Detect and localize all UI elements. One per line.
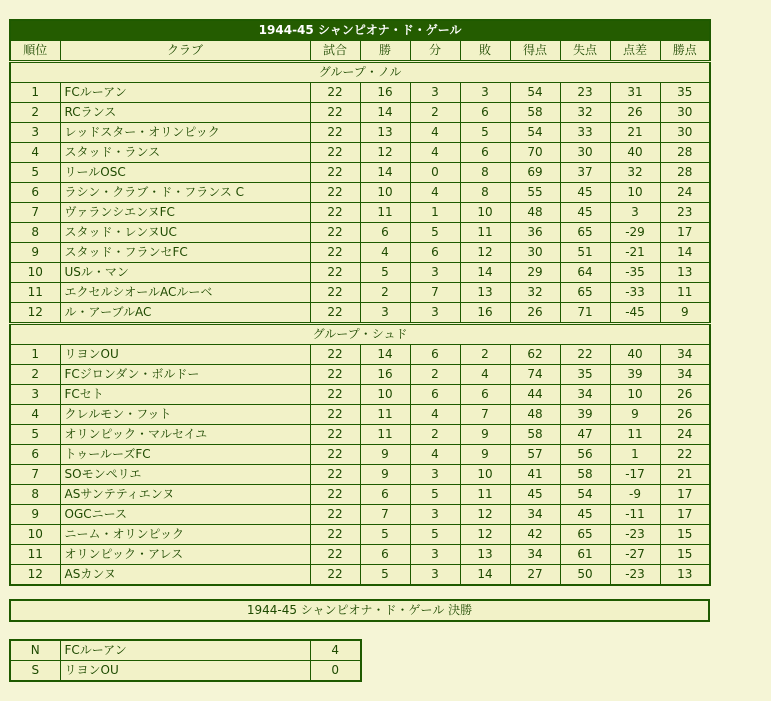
- cell-club: ル・アーブルAC: [60, 303, 310, 324]
- cell-club: ヴァランシエンヌFC: [60, 203, 310, 223]
- cell-lost: 4: [460, 365, 510, 385]
- cell-rank: 5: [10, 163, 60, 183]
- cell-drawn: 1: [410, 203, 460, 223]
- cell-goal-diff: -21: [610, 243, 660, 263]
- table-row: [10, 183, 710, 203]
- cell-club: オリンピック・アレス: [60, 545, 310, 565]
- cell-goals-against: 32: [560, 103, 610, 123]
- header-drawn: 分: [410, 41, 460, 62]
- cell-goals-for: 26: [510, 303, 560, 324]
- cell-goals-for: 48: [510, 405, 560, 425]
- cell-played: 22: [310, 303, 360, 324]
- cell-rank: 1: [10, 83, 60, 103]
- cell-drawn: 3: [410, 263, 460, 283]
- cell-goals-for: 55: [510, 183, 560, 203]
- table-row: [10, 365, 710, 385]
- cell-lost: 2: [460, 345, 510, 365]
- cell-drawn: 4: [410, 445, 460, 465]
- cell-goals-for: 34: [510, 545, 560, 565]
- cell-rank: 8: [10, 485, 60, 505]
- cell-won: 9: [360, 465, 410, 485]
- standings-title-row: [10, 20, 710, 41]
- cell-played: 22: [310, 283, 360, 303]
- cell-lost: 9: [460, 425, 510, 445]
- cell-rank: 8: [10, 223, 60, 243]
- table-row: [10, 123, 710, 143]
- cell-club: FCルーアン: [60, 83, 310, 103]
- cell-played: 22: [310, 103, 360, 123]
- cell-won: 14: [360, 345, 410, 365]
- cell-rank: 12: [10, 565, 60, 586]
- cell-won: 4: [360, 243, 410, 263]
- cell-goals-for: 48: [510, 203, 560, 223]
- cell-goal-diff: 3: [610, 203, 660, 223]
- cell-goals-for: 36: [510, 223, 560, 243]
- cell-drawn: 3: [410, 303, 460, 324]
- cell-lost: 8: [460, 183, 510, 203]
- cell-club: FCジロンダン・ボルドー: [60, 365, 310, 385]
- cell-played: 22: [310, 203, 360, 223]
- cell-club: リヨンOU: [60, 345, 310, 365]
- cell-goal-diff: -35: [610, 263, 660, 283]
- cell-points: 13: [660, 263, 710, 283]
- cell-lost: 8: [460, 163, 510, 183]
- cell-goal-diff: 39: [610, 365, 660, 385]
- cell-lost: 7: [460, 405, 510, 425]
- cell-goals-against: 45: [560, 505, 610, 525]
- cell-club: スタッド・フランセFC: [60, 243, 310, 263]
- cell-club: ニーム・オリンピック: [60, 525, 310, 545]
- cell-played: 22: [310, 525, 360, 545]
- cell-goals-against: 34: [560, 385, 610, 405]
- cell-goals-against: 65: [560, 283, 610, 303]
- cell-goals-against: 33: [560, 123, 610, 143]
- cell-points: 28: [660, 163, 710, 183]
- cell-goals-for: 62: [510, 345, 560, 365]
- cell-won: 14: [360, 163, 410, 183]
- cell-won: 14: [360, 103, 410, 123]
- cell-rank: 11: [10, 545, 60, 565]
- cell-rank: 6: [10, 183, 60, 203]
- cell-goals-for: 45: [510, 485, 560, 505]
- table-row: [10, 640, 361, 661]
- table-row: [10, 103, 710, 123]
- header-lost: 敗: [460, 41, 510, 62]
- cell-goals-for: 54: [510, 123, 560, 143]
- cell-rank: 4: [10, 143, 60, 163]
- cell-points: 21: [660, 465, 710, 485]
- table-row: [10, 565, 710, 586]
- cell-won: 3: [360, 303, 410, 324]
- cell-goals-for: 41: [510, 465, 560, 485]
- cell-won: 6: [360, 545, 410, 565]
- cell-won: 11: [360, 425, 410, 445]
- cell-drawn: 4: [410, 183, 460, 203]
- cell-goals-for: 27: [510, 565, 560, 586]
- cell-played: 22: [310, 545, 360, 565]
- cell-played: 22: [310, 385, 360, 405]
- cell-points: 30: [660, 103, 710, 123]
- table-row: [10, 385, 710, 405]
- cell-club: OGCニース: [60, 505, 310, 525]
- cell-lost: 12: [460, 505, 510, 525]
- cell-goals-against: 35: [560, 365, 610, 385]
- cell-goals-for: 58: [510, 103, 560, 123]
- cell-played: 22: [310, 445, 360, 465]
- cell-club: クレルモン・フット: [60, 405, 310, 425]
- header-won: 勝: [360, 41, 410, 62]
- cell-goals-against: 61: [560, 545, 610, 565]
- cell-club: RCランス: [60, 103, 310, 123]
- cell-drawn: 6: [410, 385, 460, 405]
- cell-won: 11: [360, 203, 410, 223]
- cell-rank: 10: [10, 525, 60, 545]
- table-row: [10, 485, 710, 505]
- cell-rank: 9: [10, 505, 60, 525]
- cell-goals-against: 56: [560, 445, 610, 465]
- table-row: [10, 223, 710, 243]
- cell-won: 5: [360, 525, 410, 545]
- table-row: [10, 263, 710, 283]
- cell-played: 22: [310, 425, 360, 445]
- cell-club: スタッド・レンヌUC: [60, 223, 310, 243]
- cell-played: 22: [310, 263, 360, 283]
- final-table: [9, 639, 362, 682]
- cell-points: 15: [660, 545, 710, 565]
- cell-points: 35: [660, 83, 710, 103]
- cell-won: 11: [360, 405, 410, 425]
- cell-points: 15: [660, 525, 710, 545]
- cell-points: 13: [660, 565, 710, 586]
- cell-goal-diff: 10: [610, 183, 660, 203]
- cell-goal-diff: 26: [610, 103, 660, 123]
- cell-won: 6: [360, 223, 410, 243]
- cell-goals-for: 44: [510, 385, 560, 405]
- cell-club: FCルーアン: [60, 640, 310, 661]
- cell-goal-diff: -11: [610, 505, 660, 525]
- cell-rank: 11: [10, 283, 60, 303]
- cell-rank: 10: [10, 263, 60, 283]
- cell-points: 34: [660, 365, 710, 385]
- cell-played: 22: [310, 485, 360, 505]
- table-row: [10, 203, 710, 223]
- cell-group: N: [10, 640, 60, 661]
- cell-won: 12: [360, 143, 410, 163]
- cell-lost: 11: [460, 223, 510, 243]
- cell-lost: 6: [460, 385, 510, 405]
- cell-points: 17: [660, 223, 710, 243]
- cell-club: レッドスター・オリンピック: [60, 123, 310, 143]
- cell-rank: 4: [10, 405, 60, 425]
- cell-goals-against: 65: [560, 525, 610, 545]
- cell-drawn: 6: [410, 345, 460, 365]
- cell-lost: 5: [460, 123, 510, 143]
- cell-goals-against: 50: [560, 565, 610, 586]
- cell-goals-against: 39: [560, 405, 610, 425]
- cell-goals-for: 30: [510, 243, 560, 263]
- table-row: [10, 243, 710, 263]
- cell-club: ASサンテティエンヌ: [60, 485, 310, 505]
- cell-points: 11: [660, 283, 710, 303]
- table-row: [10, 505, 710, 525]
- cell-club: USル・マン: [60, 263, 310, 283]
- cell-club: スタッド・ランス: [60, 143, 310, 163]
- cell-won: 9: [360, 445, 410, 465]
- header-played: 試合: [310, 41, 360, 62]
- cell-points: 24: [660, 183, 710, 203]
- cell-goal-diff: 32: [610, 163, 660, 183]
- cell-club: リヨンOU: [60, 661, 310, 682]
- cell-rank: 9: [10, 243, 60, 263]
- cell-won: 2: [360, 283, 410, 303]
- cell-played: 22: [310, 143, 360, 163]
- cell-lost: 6: [460, 103, 510, 123]
- header-goal-diff: 点差: [610, 41, 660, 62]
- cell-drawn: 7: [410, 283, 460, 303]
- cell-score: 4: [310, 640, 361, 661]
- cell-lost: 14: [460, 263, 510, 283]
- cell-goals-against: 71: [560, 303, 610, 324]
- cell-played: 22: [310, 365, 360, 385]
- cell-points: 24: [660, 425, 710, 445]
- cell-lost: 12: [460, 525, 510, 545]
- table-row: [10, 405, 710, 425]
- cell-club: ラシン・クラブ・ド・フランス C: [60, 183, 310, 203]
- cell-points: 34: [660, 345, 710, 365]
- cell-drawn: 5: [410, 223, 460, 243]
- cell-goals-for: 32: [510, 283, 560, 303]
- cell-rank: 7: [10, 465, 60, 485]
- cell-points: 9: [660, 303, 710, 324]
- cell-drawn: 3: [410, 505, 460, 525]
- cell-lost: 9: [460, 445, 510, 465]
- cell-played: 22: [310, 345, 360, 365]
- cell-won: 16: [360, 365, 410, 385]
- cell-goal-diff: -29: [610, 223, 660, 243]
- cell-drawn: 3: [410, 565, 460, 586]
- cell-goals-against: 37: [560, 163, 610, 183]
- group-header-row: [10, 324, 710, 345]
- cell-rank: 1: [10, 345, 60, 365]
- cell-won: 6: [360, 485, 410, 505]
- cell-won: 10: [360, 385, 410, 405]
- table-row: [10, 525, 710, 545]
- standings-table: [9, 19, 711, 586]
- cell-goal-diff: 31: [610, 83, 660, 103]
- table-row: [10, 345, 710, 365]
- header-points: 勝点: [660, 41, 710, 62]
- cell-goals-against: 22: [560, 345, 610, 365]
- cell-goal-diff: -45: [610, 303, 660, 324]
- cell-rank: 7: [10, 203, 60, 223]
- cell-drawn: 2: [410, 103, 460, 123]
- cell-lost: 14: [460, 565, 510, 586]
- cell-club: オリンピック・マルセイユ: [60, 425, 310, 445]
- cell-points: 26: [660, 405, 710, 425]
- cell-rank: 2: [10, 365, 60, 385]
- cell-goals-against: 58: [560, 465, 610, 485]
- cell-goals-against: 54: [560, 485, 610, 505]
- cell-played: 22: [310, 83, 360, 103]
- cell-goals-for: 74: [510, 365, 560, 385]
- header-rank: 順位: [10, 41, 60, 62]
- table-row: [10, 163, 710, 183]
- cell-goals-against: 65: [560, 223, 610, 243]
- cell-goal-diff: -9: [610, 485, 660, 505]
- table-row: [10, 303, 710, 324]
- cell-played: 22: [310, 465, 360, 485]
- cell-lost: 11: [460, 485, 510, 505]
- cell-group: S: [10, 661, 60, 682]
- cell-played: 22: [310, 163, 360, 183]
- cell-drawn: 5: [410, 485, 460, 505]
- cell-goals-against: 45: [560, 183, 610, 203]
- cell-won: 13: [360, 123, 410, 143]
- cell-goal-diff: 40: [610, 143, 660, 163]
- table-row: [10, 661, 361, 682]
- cell-rank: 5: [10, 425, 60, 445]
- cell-played: 22: [310, 405, 360, 425]
- cell-club: リールOSC: [60, 163, 310, 183]
- cell-points: 28: [660, 143, 710, 163]
- cell-club: トゥールーズFC: [60, 445, 310, 465]
- cell-rank: 2: [10, 103, 60, 123]
- header-goals-for: 得点: [510, 41, 560, 62]
- cell-score: 0: [310, 661, 361, 682]
- cell-goals-against: 30: [560, 143, 610, 163]
- table-row: [10, 425, 710, 445]
- cell-club: FCセト: [60, 385, 310, 405]
- cell-won: 10: [360, 183, 410, 203]
- standings-title: 1944-45 シャンピオナ・ド・ゲール: [10, 20, 710, 41]
- cell-goals-against: 45: [560, 203, 610, 223]
- cell-played: 22: [310, 223, 360, 243]
- cell-lost: 10: [460, 203, 510, 223]
- cell-goal-diff: -17: [610, 465, 660, 485]
- cell-points: 17: [660, 485, 710, 505]
- cell-played: 22: [310, 505, 360, 525]
- group-header-row: [10, 62, 710, 83]
- cell-goal-diff: -27: [610, 545, 660, 565]
- cell-drawn: 4: [410, 123, 460, 143]
- cell-goal-diff: 40: [610, 345, 660, 365]
- table-row: [10, 545, 710, 565]
- cell-played: 22: [310, 565, 360, 586]
- final-title: 1944-45 シャンピオナ・ド・ゲール 決勝: [9, 599, 710, 622]
- cell-won: 5: [360, 263, 410, 283]
- cell-club: ASカンヌ: [60, 565, 310, 586]
- cell-points: 30: [660, 123, 710, 143]
- group-name: グループ・ノル: [10, 62, 710, 83]
- cell-played: 22: [310, 123, 360, 143]
- cell-rank: 12: [10, 303, 60, 324]
- cell-goals-for: 42: [510, 525, 560, 545]
- cell-drawn: 6: [410, 243, 460, 263]
- cell-played: 22: [310, 243, 360, 263]
- cell-points: 23: [660, 203, 710, 223]
- cell-goal-diff: -23: [610, 525, 660, 545]
- table-row: [10, 83, 710, 103]
- cell-goals-for: 69: [510, 163, 560, 183]
- cell-drawn: 2: [410, 425, 460, 445]
- cell-won: 16: [360, 83, 410, 103]
- table-row: [10, 445, 710, 465]
- cell-goal-diff: 21: [610, 123, 660, 143]
- cell-goals-for: 58: [510, 425, 560, 445]
- cell-lost: 13: [460, 545, 510, 565]
- header-row: [10, 41, 710, 62]
- cell-goal-diff: -23: [610, 565, 660, 586]
- cell-goals-for: 34: [510, 505, 560, 525]
- table-row: [10, 143, 710, 163]
- table-row: [10, 283, 710, 303]
- cell-rank: 6: [10, 445, 60, 465]
- cell-goal-diff: 11: [610, 425, 660, 445]
- cell-goals-against: 64: [560, 263, 610, 283]
- cell-goals-against: 47: [560, 425, 610, 445]
- cell-goals-against: 51: [560, 243, 610, 263]
- cell-drawn: 2: [410, 365, 460, 385]
- cell-club: SOモンペリエ: [60, 465, 310, 485]
- cell-drawn: 3: [410, 83, 460, 103]
- cell-goal-diff: -33: [610, 283, 660, 303]
- cell-lost: 16: [460, 303, 510, 324]
- cell-drawn: 4: [410, 405, 460, 425]
- cell-drawn: 4: [410, 143, 460, 163]
- cell-drawn: 3: [410, 545, 460, 565]
- cell-points: 14: [660, 243, 710, 263]
- cell-goal-diff: 9: [610, 405, 660, 425]
- cell-goals-for: 54: [510, 83, 560, 103]
- cell-drawn: 5: [410, 525, 460, 545]
- cell-points: 22: [660, 445, 710, 465]
- header-goals-against: 失点: [560, 41, 610, 62]
- cell-goals-for: 57: [510, 445, 560, 465]
- cell-lost: 12: [460, 243, 510, 263]
- cell-lost: 13: [460, 283, 510, 303]
- cell-lost: 3: [460, 83, 510, 103]
- cell-goal-diff: 1: [610, 445, 660, 465]
- table-row: [10, 465, 710, 485]
- cell-drawn: 3: [410, 465, 460, 485]
- cell-goal-diff: 10: [610, 385, 660, 405]
- cell-lost: 10: [460, 465, 510, 485]
- cell-lost: 6: [460, 143, 510, 163]
- cell-points: 17: [660, 505, 710, 525]
- cell-goals-for: 70: [510, 143, 560, 163]
- cell-rank: 3: [10, 123, 60, 143]
- cell-goals-against: 23: [560, 83, 610, 103]
- cell-drawn: 0: [410, 163, 460, 183]
- cell-goals-for: 29: [510, 263, 560, 283]
- group-name: グループ・シュド: [10, 324, 710, 345]
- cell-won: 5: [360, 565, 410, 586]
- cell-won: 7: [360, 505, 410, 525]
- cell-played: 22: [310, 183, 360, 203]
- header-club: クラブ: [60, 41, 310, 62]
- cell-points: 26: [660, 385, 710, 405]
- cell-club: エクセルシオールACルーベ: [60, 283, 310, 303]
- cell-rank: 3: [10, 385, 60, 405]
